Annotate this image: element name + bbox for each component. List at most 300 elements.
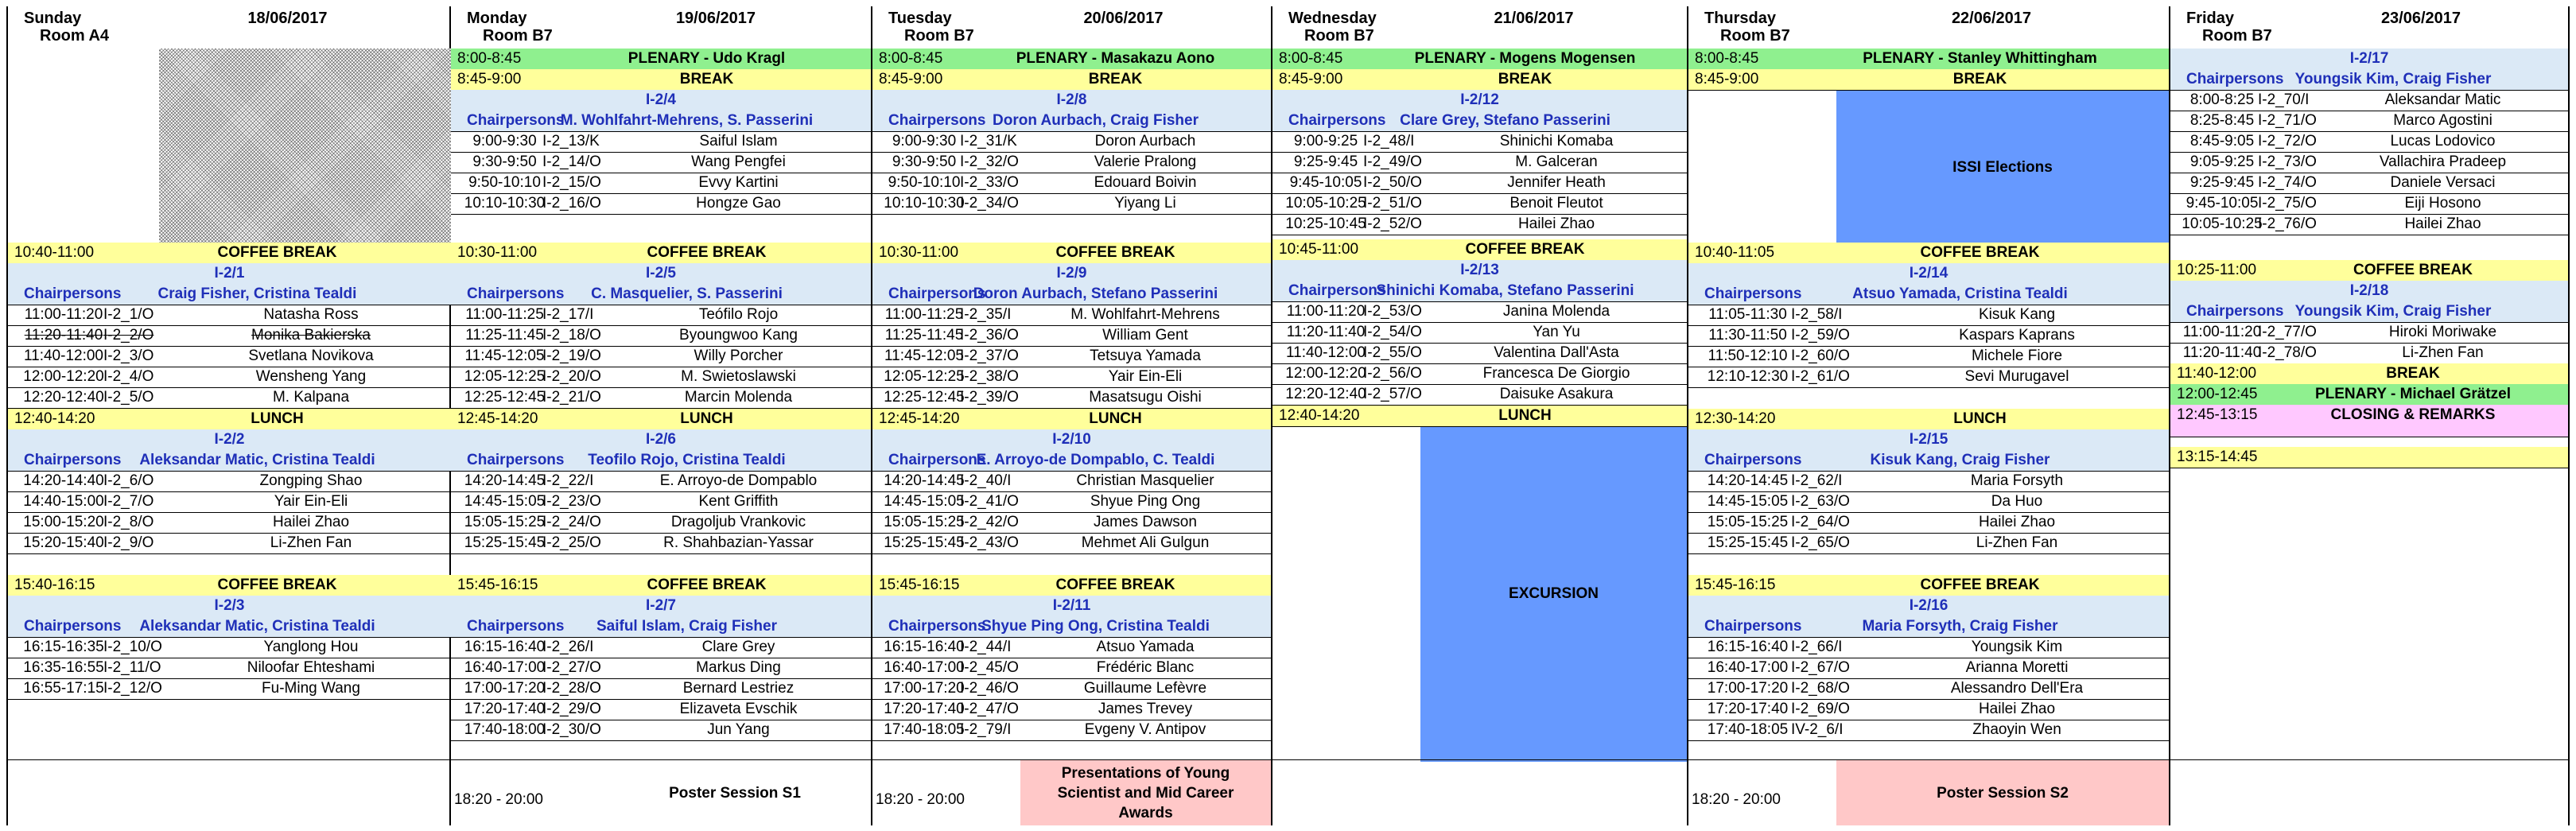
coffee-label: COFFEE BREAK (1920, 577, 2040, 593)
chairpersons-row (1688, 616, 2169, 637)
talk-time: 11:45-12:05 (884, 348, 964, 364)
chairpersons-label: Chairpersons (24, 618, 122, 635)
talk-row (1272, 301, 1687, 322)
speaker-name: Marco Agostini (2393, 112, 2492, 129)
talk-id: I-2_8/O (103, 514, 154, 530)
talk-row (451, 533, 871, 553)
talk-row (451, 346, 871, 367)
speaker-name: Lucas Lodovico (2390, 133, 2496, 150)
talk-row (2170, 322, 2568, 343)
talk-time: 12:05-12:25 (464, 368, 546, 385)
time-slot: 12:00-12:45 (2177, 386, 2258, 402)
chairpersons-label: Chairpersons (467, 452, 565, 468)
row-divider (1688, 553, 2169, 554)
speaker-name: Eiji Hosono (2404, 195, 2481, 212)
talk-time: 12:25-12:45 (884, 389, 965, 406)
coffee-label (2274, 447, 2552, 468)
chairpersons-label: Chairpersons (1704, 452, 1802, 468)
speaker-name: Niloofar Ehteshami (247, 659, 375, 676)
talk-id: I-2_57/O (1363, 386, 1422, 402)
plenary-label: PLENARY - Stanley Whittingham (1863, 50, 2097, 67)
coffee-label: COFFEE BREAK (647, 244, 767, 261)
talk-row (1688, 678, 2169, 699)
session-id: I-2/5 (451, 263, 871, 284)
talk-id: I-2_9/O (103, 534, 154, 551)
talk-time: 15:00-15:20 (23, 514, 104, 530)
speaker-name: Guillaume Lefèvre (1083, 680, 1207, 697)
talk-row (1688, 533, 2169, 553)
coffee-row (1272, 69, 1687, 90)
day-name: Friday (2186, 10, 2235, 27)
talk-row (8, 305, 451, 325)
talk-time: 9:25-9:45 (1293, 153, 1358, 170)
chairpersons-label: Chairpersons (467, 112, 565, 129)
talk-id: I-2_37/O (960, 348, 1019, 364)
talk-row (1688, 305, 2169, 325)
talk-row (8, 346, 451, 367)
session-id: I-2/8 (872, 90, 1271, 111)
talk-id: I-2_15/O (542, 174, 601, 191)
talk-time: 11:40-12:00 (23, 348, 103, 364)
talk-id: I-2_59/O (1791, 327, 1850, 344)
talk-time: 12:05-12:25 (884, 368, 965, 385)
talk-id: I-2_61/O (1791, 368, 1850, 385)
talk-id: I-2_32/O (960, 153, 1019, 170)
chairpersons-label: Chairpersons (1704, 618, 1802, 635)
coffee-label: COFFEE BREAK (647, 577, 767, 593)
talk-id: I-2_36/O (960, 327, 1019, 344)
talk-id: IV-2_6/I (1791, 721, 1844, 738)
talk-id: I-2_18/O (542, 327, 601, 344)
talk-id: I-2_12/O (103, 680, 162, 697)
talk-time: 14:20-14:40 (23, 472, 104, 489)
chairpersons-names: Doron Aurbach, Craig Fisher (993, 112, 1199, 129)
talk-time: 9:50-10:10 (468, 174, 541, 191)
speaker-name: Doron Aurbach (1094, 133, 1196, 150)
talk-id: I-2_50/O (1363, 174, 1422, 191)
day-date: 20/06/2017 (1083, 10, 1164, 27)
coffee-label: BREAK (2386, 365, 2440, 382)
footer-time: 18:20 - 20:00 (876, 791, 965, 808)
speaker-name: Clare Grey (701, 639, 775, 655)
time-slot: 12:40-14:20 (14, 410, 95, 427)
talk-row (872, 152, 1271, 173)
chairpersons-label: Chairpersons (467, 285, 565, 302)
speaker-name: Alessandro Dell'Era (1950, 680, 2084, 697)
talk-row (1688, 637, 2169, 658)
talk-row (872, 346, 1271, 367)
coffee-row (1688, 575, 2169, 596)
speaker-name: Benoit Fleutot (1509, 195, 1603, 212)
talk-time: 17:40-18:05 (1707, 721, 1789, 738)
talk-time: 10:05-10:25 (1285, 195, 1366, 212)
chairpersons-names: Craig Fisher, Cristina Tealdi (157, 285, 357, 302)
speaker-name: James Trevey (1098, 701, 1193, 717)
speaker-name: Li-Zhen Fan (1976, 534, 2058, 551)
session-id: I-2/1 (8, 263, 451, 284)
chairpersons-names: M. Wohlfahrt-Mehrens, S. Passerini (560, 112, 814, 129)
talk-row (8, 678, 451, 699)
chairpersons-names: Shyue Ping Ong, Cristina Tealdi (981, 618, 1210, 635)
chairpersons-label: Chairpersons (1288, 282, 1386, 299)
time-slot: 15:40-16:15 (14, 577, 95, 593)
talk-time: 14:45-15:05 (884, 493, 965, 510)
talk-id: I-2_68/O (1791, 680, 1850, 697)
talk-time: 11:25-11:45 (465, 327, 544, 344)
speaker-name: Yanglong Hou (263, 639, 359, 655)
coffee-label: BREAK (1498, 71, 1552, 87)
row-divider (1688, 387, 2169, 388)
talk-id: I-2_70/I (2258, 91, 2310, 108)
talk-id: I-2_23/O (542, 493, 601, 510)
speaker-name: Valerie Pralong (1094, 153, 1197, 170)
coffee-row (451, 575, 871, 596)
talk-time: 9:00-9:25 (1293, 133, 1358, 150)
speaker-name: Marcin Molenda (684, 389, 793, 406)
time-slot: 10:30-11:00 (879, 244, 959, 261)
talk-id: I-2_35/I (960, 306, 1012, 323)
talk-id: I-2_26/I (542, 639, 594, 655)
talk-id: I-2_42/O (960, 514, 1019, 530)
row-divider (451, 740, 871, 741)
talk-id: I-2_60/O (1791, 348, 1850, 364)
speaker-name: Christian Masquelier (1076, 472, 1214, 489)
plenary-label: PLENARY - Mogens Mogensen (1414, 50, 1636, 67)
time-slot: 8:00-8:45 (1279, 50, 1343, 67)
session-id: I-2/13 (1272, 260, 1687, 281)
time-slot: 10:45-11:00 (1279, 241, 1359, 258)
talk-row (8, 471, 451, 491)
speaker-name: Michele Fiore (1971, 348, 2063, 364)
chairpersons-row (2170, 301, 2568, 322)
chairpersons-row (1272, 281, 1687, 301)
talk-time: 11:00-11:25 (465, 306, 544, 323)
speaker-name: Zongping Shao (259, 472, 363, 489)
talk-time: 17:00-17:20 (1707, 680, 1789, 697)
speaker-name: Evgeny V. Antipov (1084, 721, 1206, 738)
talk-row (451, 658, 871, 678)
talk-time: 16:40-17:00 (884, 659, 965, 676)
coffee-label: LUNCH (1089, 410, 1142, 427)
coffee-row (1688, 243, 2169, 263)
coffee-row (1688, 69, 2169, 90)
chairpersons-label: Chairpersons (888, 285, 986, 302)
time-slot: 12:45-13:15 (2177, 406, 2258, 423)
chairpersons-row (872, 111, 1271, 131)
talk-id: I-2_7/O (103, 493, 154, 510)
talk-time: 15:05-15:25 (1707, 514, 1789, 530)
talk-row (1688, 512, 2169, 533)
speaker-name: Hongze Gao (696, 195, 781, 212)
chairpersons-row (8, 284, 451, 305)
speaker-name: Teófilo Rojo (698, 306, 779, 323)
talk-time: 14:40-15:00 (23, 493, 104, 510)
talk-time: 10:10-10:30 (884, 195, 965, 212)
talk-row (872, 305, 1271, 325)
speaker-name: Saiful Islam (699, 133, 778, 150)
talk-row (2170, 111, 2568, 131)
speaker-name: Francesca De Giorgio (1482, 365, 1630, 382)
talk-id: I-2_58/I (1791, 306, 1843, 323)
speaker-name: Frédéric Blanc (1096, 659, 1195, 676)
time-slot: 12:45-14:20 (457, 410, 538, 427)
talk-row (8, 325, 451, 346)
talk-row (451, 131, 871, 152)
talk-id: I-2_11/O (103, 659, 161, 676)
session-id: I-2/3 (8, 596, 451, 616)
day-name: Wednesday (1288, 10, 1377, 27)
talk-id: I-2_31/K (960, 133, 1017, 150)
speaker-name: Vallachira Pradeep (2379, 153, 2507, 170)
chairpersons-row (1688, 284, 2169, 305)
speaker-name: M. Wohlfahrt-Mehrens (1070, 306, 1220, 323)
excursion-block: EXCURSION (1420, 426, 1687, 762)
time-slot: 10:40-11:05 (1695, 244, 1775, 261)
plenary-label: PLENARY - Udo Kragl (627, 50, 786, 67)
speaker-name: Byoungwoo Kang (679, 327, 798, 344)
talk-time: 16:15-16:40 (464, 639, 546, 655)
day-name: Thursday (1704, 10, 1777, 27)
speaker-name: Daisuke Asakura (1499, 386, 1614, 402)
talk-id: I-2_44/I (960, 639, 1012, 655)
talk-row (1688, 491, 2169, 512)
talk-id: I-2_43/O (960, 534, 1019, 551)
chairpersons-label: Chairpersons (2186, 303, 2284, 320)
talk-id: I-2_49/O (1363, 153, 1422, 170)
time-slot: 8:45-9:00 (879, 71, 943, 87)
talk-row (451, 720, 871, 740)
session-id: I-2/12 (1272, 90, 1687, 111)
talk-id: I-2_14/O (542, 153, 601, 170)
talk-row (2170, 214, 2568, 235)
talk-time: 16:15-16:40 (1707, 639, 1789, 655)
time-slot: 8:00-8:45 (1695, 50, 1759, 67)
talk-id: I-2_20/O (542, 368, 601, 385)
talk-id: I-2_6/O (103, 472, 154, 489)
talk-row (2170, 131, 2568, 152)
speaker-name: Yair Ein-Eli (1108, 368, 1183, 385)
coffee-label: LUNCH (251, 410, 304, 427)
talk-time: 11:00-11:20 (24, 306, 103, 323)
speaker-name: Zhaoyin Wen (1972, 721, 2061, 738)
speaker-name: Wensheng Yang (255, 368, 367, 385)
day-column-thursday (1688, 6, 2170, 825)
speaker-name: Jennifer Heath (1507, 174, 1606, 191)
talk-row (872, 131, 1271, 152)
chairpersons-names: Aleksandar Matic, Cristina Tealdi (139, 618, 375, 635)
coffee-row (8, 575, 451, 596)
talk-row (872, 193, 1271, 214)
chairpersons-names: Youngsik Kim, Craig Fisher (2294, 303, 2492, 320)
talk-id: I-2_79/I (960, 721, 1012, 738)
speaker-name: Yiyang Li (1114, 195, 1176, 212)
talk-row (451, 699, 871, 720)
talk-row (872, 658, 1271, 678)
talk-id: I-2_52/O (1363, 216, 1422, 232)
coffee-label: BREAK (679, 71, 734, 87)
talk-row (451, 491, 871, 512)
footer-event: Poster Session S2 (1836, 760, 2169, 825)
talk-row (872, 720, 1271, 740)
speaker-name: Hailei Zhao (272, 514, 350, 530)
chairpersons-row (451, 616, 871, 637)
chairpersons-names: E. Arroyo-de Dompablo, C. Tealdi (976, 452, 1215, 468)
speaker-name: Hailei Zhao (2404, 216, 2481, 232)
talk-time: 12:20-12:40 (23, 389, 104, 406)
talk-time: 15:25-15:45 (1707, 534, 1789, 551)
chairpersons-names: Teofilo Rojo, Cristina Tealdi (588, 452, 786, 468)
time-slot: 8:45-9:00 (457, 71, 522, 87)
room-name: Room B7 (2202, 27, 2272, 45)
talk-row (2170, 173, 2568, 193)
talk-id: I-2_30/O (542, 721, 601, 738)
talk-row (1272, 131, 1687, 152)
talk-id: I-2_28/O (542, 680, 601, 697)
talk-row (8, 387, 451, 408)
speaker-name: Markus Ding (696, 659, 781, 676)
talk-id: I-2_40/I (960, 472, 1012, 489)
time-slot: 10:30-11:00 (457, 244, 538, 261)
talk-id: I-2_64/O (1791, 514, 1850, 530)
talk-time: 17:20-17:40 (464, 701, 546, 717)
talk-id: I-2_17/I (542, 306, 594, 323)
room-name: Room B7 (483, 27, 553, 45)
issi-elections-block: ISSI Elections (1836, 90, 2169, 245)
chairpersons-label: Chairpersons (2186, 71, 2284, 87)
coffee-row (872, 575, 1271, 596)
day-column-friday (2170, 6, 2570, 825)
chairpersons-row (451, 284, 871, 305)
coffee-row (1688, 409, 2169, 429)
day-date: 19/06/2017 (675, 10, 756, 27)
time-slot: 13:15-14:45 (2177, 449, 2258, 465)
talk-time: 16:15-16:40 (884, 639, 965, 655)
speaker-name: Hailei Zhao (1517, 216, 1595, 232)
time-slot: 8:00-8:45 (879, 50, 943, 67)
talk-time: 17:00-17:20 (884, 680, 965, 697)
time-slot: 12:30-14:20 (1695, 410, 1776, 427)
footer-time: 18:20 - 20:00 (1692, 791, 1781, 808)
talk-id: I-2_73/O (2258, 153, 2317, 170)
speaker-name: Yan Yu (1533, 324, 1580, 340)
speaker-name: Daniele Versaci (2390, 174, 2496, 191)
chairpersons-label: Chairpersons (1288, 112, 1386, 129)
talk-time: 15:20-15:40 (23, 534, 104, 551)
day-date: 22/06/2017 (1951, 10, 2032, 27)
talk-id: I-2_53/O (1363, 303, 1422, 320)
chairpersons-label: Chairpersons (467, 618, 565, 635)
unavailable-hatch (159, 49, 451, 243)
talk-row (451, 325, 871, 346)
talk-id: I-2_76/O (2258, 216, 2317, 232)
talk-row (1688, 346, 2169, 367)
talk-time: 11:20-11:40 (1286, 324, 1366, 340)
coffee-row (2170, 447, 2568, 468)
speaker-name: Youngsik Kim (1971, 639, 2063, 655)
talk-id: I-2_29/O (542, 701, 601, 717)
talk-time: 16:35-16:55 (23, 659, 104, 676)
coffee-label: COFFEE BREAK (1055, 577, 1175, 593)
talk-id: I-2_41/O (960, 493, 1019, 510)
talk-row (451, 305, 871, 325)
talk-id: I-2_16/O (542, 195, 601, 212)
day-column-tuesday (872, 6, 1272, 825)
talk-time: 9:30-9:50 (472, 153, 537, 170)
plenary-row (451, 49, 871, 69)
session-id: I-2/11 (872, 596, 1271, 616)
footer-event: Poster Session S1 (669, 784, 801, 802)
chairpersons-row (872, 284, 1271, 305)
talk-id: I-2_1/O (103, 306, 154, 323)
chairpersons-names: Kisuk Kang, Craig Fisher (1870, 452, 2050, 468)
talk-id: I-2_27/O (542, 659, 601, 676)
speaker-name: Kent Griffith (698, 493, 779, 510)
plenary-label: PLENARY - Michael Grätzel (2314, 386, 2511, 402)
row-divider (2170, 759, 2568, 760)
talk-id: I-2_39/O (960, 389, 1019, 406)
chairpersons-label: Chairpersons (888, 618, 986, 635)
talk-row (2170, 193, 2568, 214)
time-slot: 8:45-9:00 (1695, 71, 1759, 87)
speaker-name: Fu-Ming Wang (262, 680, 360, 697)
speaker-name: Masatsugu Oishi (1089, 389, 1202, 406)
talk-row (8, 512, 451, 533)
session-id: I-2/6 (451, 429, 871, 450)
talk-row (2170, 90, 2568, 111)
footer-event: Presentations of Young Scientist and Mid Career Awards (1020, 760, 1271, 825)
chairpersons-row (8, 450, 451, 471)
talk-row (8, 637, 451, 658)
talk-time: 14:20-14:45 (884, 472, 965, 489)
session-id: I-2/16 (1688, 596, 2169, 616)
talk-time: 12:00-12:20 (1285, 365, 1366, 382)
coffee-row (2170, 260, 2568, 281)
talk-row (8, 491, 451, 512)
talk-row (1272, 384, 1687, 405)
talk-id: I-2_46/O (960, 680, 1019, 697)
coffee-label: BREAK (1952, 71, 2007, 87)
talk-id: I-2_62/I (1791, 472, 1843, 489)
closing-label: CLOSING & REMARKS (2330, 406, 2496, 423)
room-name: Room B7 (1304, 27, 1374, 45)
talk-time: 12:00-12:20 (23, 368, 104, 385)
talk-id: I-2_13/K (542, 133, 600, 150)
day-name: Sunday (24, 10, 82, 27)
talk-time: 16:40-17:00 (464, 659, 546, 676)
talk-id: I-2_54/O (1363, 324, 1422, 340)
day-date: 21/06/2017 (1494, 10, 1574, 27)
coffee-row (451, 243, 871, 263)
talk-time: 9:00-9:30 (892, 133, 957, 150)
day-column-sunday (6, 6, 451, 825)
talk-time: 14:45-15:05 (1707, 493, 1789, 510)
talk-time: 11:25-11:45 (884, 327, 964, 344)
row-divider (1688, 90, 2169, 91)
talk-id: I-2_22/I (542, 472, 594, 489)
talk-time: 17:20-17:40 (884, 701, 965, 717)
time-slot: 15:45-16:15 (457, 577, 538, 593)
talk-row (872, 512, 1271, 533)
talk-id: I-2_75/O (2258, 195, 2317, 212)
talk-time: 17:00-17:20 (464, 680, 546, 697)
talk-time: 15:25-15:45 (884, 534, 965, 551)
speaker-name: Dragoljub Vrankovic (670, 514, 806, 530)
time-slot: 8:00-8:45 (457, 50, 522, 67)
talk-row (872, 699, 1271, 720)
day-column-wednesday (1272, 6, 1688, 825)
speaker-name: Wang Pengfei (691, 153, 786, 170)
row-divider (1688, 740, 2169, 741)
